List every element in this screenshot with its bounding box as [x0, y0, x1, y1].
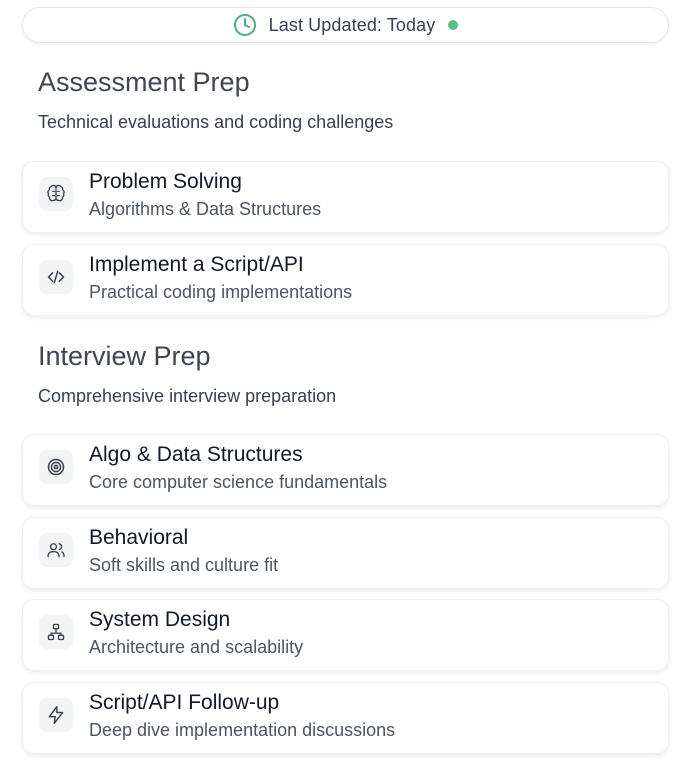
section-title: Interview Prep: [38, 341, 211, 371]
lightning-icon: [39, 698, 73, 732]
card-description: Algorithms & Data Structures: [89, 199, 322, 219]
interview-section-header: [38, 341, 336, 407]
brain-icon: [39, 177, 73, 211]
target-icon: [39, 450, 73, 484]
section-subtitle: Comprehensive interview preparation: [38, 386, 337, 406]
card-behavioral[interactable]: [22, 517, 669, 589]
last-updated-badge: [22, 7, 669, 43]
section-subtitle: Technical evaluations and coding challenges: [38, 112, 394, 132]
last-updated-label: Last Updated: Today: [268, 14, 436, 35]
card-title: Problem Solving: [89, 170, 242, 193]
card-script-api-follow-up[interactable]: [22, 682, 669, 754]
card-title: System Design: [89, 608, 231, 631]
card-problem-solving[interactable]: [22, 161, 669, 233]
section-title: Assessment Prep: [38, 67, 250, 97]
assessment-section-header: [38, 67, 393, 133]
card-title: Algo & Data Structures: [89, 443, 303, 466]
card-description: Soft skills and culture fit: [89, 555, 279, 575]
card-description: Practical coding implementations: [89, 282, 353, 302]
card-description: Architecture and scalability: [89, 637, 304, 657]
card-description: Core computer science fundamentals: [89, 472, 388, 492]
card-title: Behavioral: [89, 526, 189, 549]
code-icon: [39, 260, 73, 294]
clock-icon: [233, 13, 257, 37]
card-description: Deep dive implementation discussions: [89, 720, 396, 740]
card-system-design[interactable]: [22, 599, 669, 671]
card-title: Implement a Script/API: [89, 253, 304, 276]
card-title: Script/API Follow-up: [89, 691, 280, 714]
network-icon: [39, 615, 73, 649]
users-icon: [39, 533, 73, 567]
status-dot: [448, 20, 458, 30]
card-implement-script-api[interactable]: [22, 244, 669, 316]
card-algo-data-structures[interactable]: [22, 434, 669, 506]
